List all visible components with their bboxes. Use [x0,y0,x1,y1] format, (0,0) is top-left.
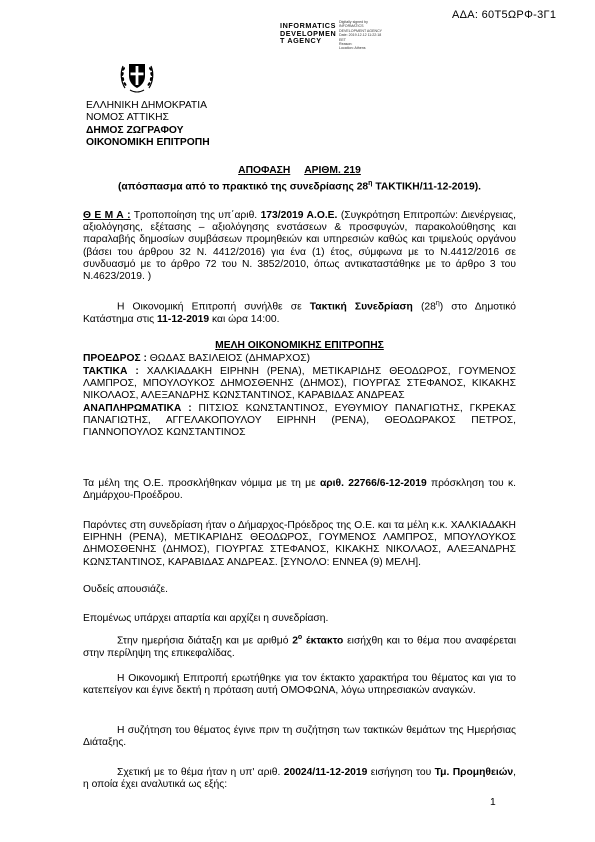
header-line: ΝΟΜΟΣ ΑΤΤΙΚΗΣ [86,112,169,124]
ada-code: ΑΔΑ: 60Τ5ΩΡΦ-3Γ1 [452,9,557,21]
subject-text: Τροποποίηση της υπ΄αριθ. [130,210,261,221]
invitation-paragraph [83,478,516,502]
signature-detail-line: EET [339,37,346,42]
subject-label: Θ Ε Μ Α : [83,210,131,221]
chair-name: ΘΩΔΑΣ ΒΑΣΙΛΕΙΟΣ (ΔΗΜΑΡΧΟΣ) [146,353,311,364]
proposal-dept: Τμ. Προμηθειών [434,767,514,778]
members-alternate [83,403,516,440]
proposal-paragraph [83,767,516,791]
decision-number: ΑΡΙΘΜ. 219 [304,165,361,176]
absent-line: Ουδείς απουσιάζε. [83,584,168,595]
subject-ref: 173/2019 Α.Ο.Ε. [260,210,338,221]
decision-label: ΑΠΟΦΑΣΗ [238,165,291,176]
meeting-text: και ώρα 14:00. [209,313,280,325]
subject-text: (Συγκρότηση Επιτροπών: Διενέργειας, αξιολόγησης, εξέτασης – αξιολόγησης ενστάσεων & προσφυγών, παρακολούθησης και παραλαβής δημοσίων συμβάσεων προμηθειών και υπηρεσιών καθώς και τριμελούς οργάνου (βάσει του άρθρου 32 Ν. 4412/2016) για ένα (1) έτος, σύμφωνα με το Ν.4412/2016 σε συνδυασμό με το άρθρο 72 του Ν. 3852/2010, όπως αντικαταστάθηκε με το άρθρο 3 του Ν.4623/2019. ) [83,210,516,283]
alternate-names: ΠΙΤΣΙΟΣ ΚΩΝΣΤΑΝΤΙΝΟΣ, ΕΥΘΥΜΙΟΥ ΠΑΝΑΓΙΩΤΗΣ, ΓΚΡΕΚΑΣ ΠΑΝΑΓΙΩΤΗΣ, ΑΓΓΕΛΑΚΟΠΟΥΛΟΥ ΕΙΡΗΝΗ (ΡΕΝΑ), ΘΕΟΔΩΡΑΚΟΣ ΠΕΤΡΟΣ, ΓΙΑΝΝΟΠΟΥΛΟΣ ΚΩΝΣΤΑΝΤΙΝΟΣ [83,403,516,439]
signature-detail-line: Reason: [339,42,353,47]
meeting-paragraph [83,298,516,326]
decision-sub-sup: η [368,180,373,187]
agenda-paragraph [83,632,516,660]
urgent-paragraph: Η Οικονομική Επιτροπή ερωτήθηκε για τον έκτακτο χαρακτήρα του θέματος και για το κατεπείγον και έγινε δεκτή η πρόταση αυτή ΟΜΟΦΩΝΑ, λόγω υπηρεσιακών αναγκών. [83,673,516,697]
coat-of-arms-icon [118,57,156,95]
signature-details [339,20,399,51]
proposal-text: Σχετική με το θέμα ήταν η υπ' αριθ. [117,767,284,778]
header-line: ΕΛΛΗΝΙΚΗ ΔΗΜΟΚΡΑΤΙΑ [86,100,207,111]
org-header [86,100,210,149]
proposal-text: εισήγηση του [367,767,435,778]
signature-detail-line: DEVELOPMENT AGENCY [339,28,383,33]
page-number: 1 [490,797,496,808]
meeting-text: Η Οικονομική Επιτροπή συνήλθε σε [117,301,310,313]
signature-detail-line: INFORMATICS [339,24,364,29]
signature-org-line: INFORMATICS [280,21,336,30]
meeting-text: ) στο Δημοτικό Κατάστημα στις [83,301,516,325]
chair-label: ΠΡΟΕΔΡΟΣ : [83,353,147,364]
members-title: ΜΕΛΗ ΟΙΚΟΝΟΜΙΚΗΣ ΕΠΙΤΡΟΠΗΣ [215,340,384,351]
decision-sub-open: (απόσπασμα από το πρακτικό της συνεδρίασης [118,181,357,193]
meeting-text: (28 [412,301,436,313]
decision-sub-number: 28 [356,181,369,193]
agenda-text: εισήχθη και το θέμα που αναφέρεται στην περίληψη της επικεφαλίδας. [83,635,516,659]
agenda-type: έκτακτο [302,635,344,647]
regular-label: ΤΑΚΤΙΚΑ : [83,366,139,377]
agenda-sup: ο [297,634,303,641]
meeting-date: 11-12-2019 [157,313,210,325]
decision-title [83,165,516,177]
proposal-ref: 20024/11-12-2019 [283,767,368,778]
signature-detail-line: Date: 2019.12.12 11:22:18 [339,33,382,38]
decision-subtitle [83,178,516,194]
subject-paragraph [83,210,516,283]
meeting-sup: η [435,300,440,307]
regular-names: ΧΑΛΚΙΑΔΑΚΗ ΕΙΡΗΝΗ (ΡΕΝΑ), ΜΕΤΙΚΑΡΙΔΗΣ ΘΕΟΔΩΡΟΣ, ΓΟΥΜΕΝΟΣ ΛΑΜΠΡΟΣ, ΜΠΟΥΛΟΥΚΟΣ ΔΗΜΟΣΘΕΝΗΣ (ΔΗΜΟΣ), ΓΙΟΥΡΓΑΣ ΣΤΕΦΑΝΟΣ, ΚΙΚΑΚΗΣ ΝΙΚΟΛΑΟΣ, ΑΛΕΞΑΝΔΡΗΣ ΚΩΝΣΤΑΝΤΙΝΟΣ, ΚΑΡΑΒΙΔΑΣ ΑΝΔΡΕΑΣ [83,366,516,402]
present-paragraph: Παρόντες στη συνεδρίαση ήταν ο Δήμαρχος-Πρόεδρος της Ο.Ε. και τα μέλη κ.κ. ΧΑΛΚΙΑΔΑΚΗ ΕΙΡΗΝΗ (ΡΕΝΑ), ΜΕΤΙΚΑΡΙΔΗΣ ΘΕΟΔΩΡΟΣ, ΓΟΥΜΕΝΟΣ ΛΑΜΠΡΟΣ, ΜΠΟΥΛΟΥΚΟΣ ΔΗΜΟΣΘΕΝΗΣ (ΔΗΜΟΣ), ΓΙΟΥΡΓΑΣ ΣΤΕΦΑΝΟΣ, ΚΙΚΑΚΗΣ ΝΙΚΟΛΑΟΣ, ΑΛΕΞΑΝΔΡΗΣ ΚΩΝΣΤΑΝΤΙΝΟΣ, ΚΑΡΑΒΙΔΑΣ ΑΝΔΡΕΑΣ. [ΣΥΝΟΛΟ: ΕΝΝΕΑ (9) ΜΕΛΗ]. [83,520,516,568]
decision-sub-close: ). [474,181,481,193]
invitation-ref: αριθ. 22766/6-12-2019 [319,478,427,489]
members-chair [83,353,516,365]
quorum-line: Επομένως υπάρχει απαρτία και αρχίζει η συνεδρίαση. [83,613,329,624]
header-line: ΔΗΜΟΣ ΖΩΓΡΑΦΟΥ [86,124,184,136]
meeting-type: Τακτική Συνεδρίαση [309,301,413,313]
signature-org-line: DEVELOPMEN [280,28,337,38]
signature-detail-line: Location: Athens [339,46,366,51]
header-line: ΟΙΚΟΝΟΜΙΚΗ ΕΠΙΤΡΟΠΗ [86,136,210,148]
signature-detail-line: Digitally signed by [339,20,368,24]
invitation-text: Τα μέλη της Ο.Ε. προσκλήθηκαν νόμιμα με τη με [83,478,320,489]
agenda-number: 2 [292,635,298,647]
discussion-paragraph: Η συζήτηση του θέματος έγινε πριν τη συζήτηση των τακτικών θεμάτων της Ημερήσιας Διάταξης. [83,725,516,749]
agenda-text: Στην ημερήσια διάταξη και με αριθμό [117,635,293,647]
alternate-label: ΑΝΑΠΛΗΡΩΜΑΤΙΚΑ : [83,403,192,414]
proposal-text: , η οποία έχει αναλυτικά ως εξής: [83,767,517,791]
invitation-text: πρόσκληση του κ. Δημάρχου-Προέδρου. [83,478,516,502]
decision-sub-type: ΤΑΚΤΙΚΗ/11-12-2019 [372,181,475,193]
members-regular [83,366,516,403]
signature-org-line: T AGENCY [280,36,322,46]
